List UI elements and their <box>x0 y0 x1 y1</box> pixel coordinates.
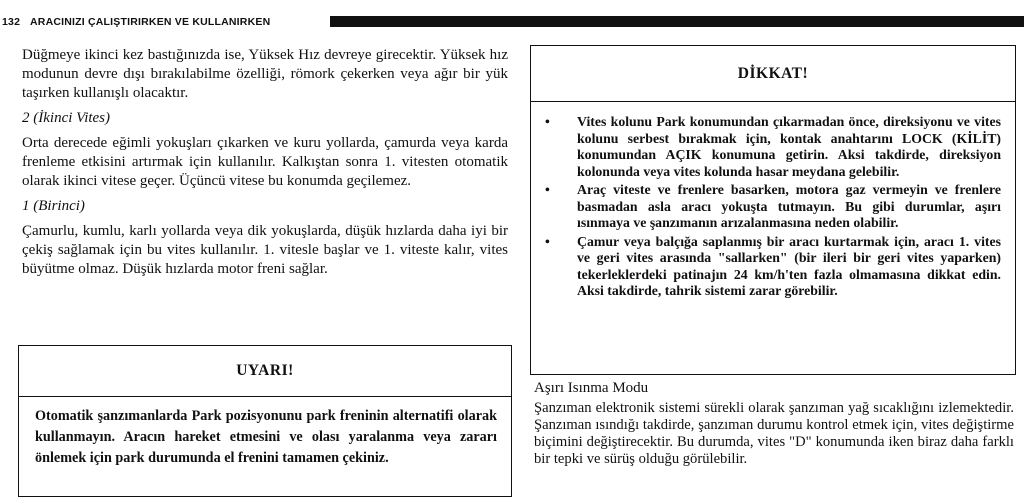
second-gear-heading: 2 (İkinci Vites) <box>22 110 111 126</box>
left-column <box>22 46 508 281</box>
intro-paragraph: Düğmeye ikinci kez bastığınızda ise, Yüksek Hız devreye girecektir. Yüksek hız modunun devre dışı bırakılabilme özelliği, römork çekerken veya ağır bir yük taşırken kullanışlı olacaktır. <box>22 47 508 101</box>
warning-box <box>18 345 512 497</box>
warning-divider <box>19 396 511 397</box>
page-header <box>0 14 1024 34</box>
caution-box <box>530 45 1016 375</box>
caution-item <box>545 234 1001 300</box>
first-gear-heading: 1 (Birinci) <box>22 198 85 214</box>
caution-item-text: Çamur veya balçığa saplanmış bir aracı kurtarmak için, aracı 1. vites ve geri vites arasında "sallarken" (bir ileri bir geri vites yaparken) tekerleklerdeki patinajın 24 km/h'ten fazla olmamasına dikkat edin. Aksi takdirde, tahrik sistemi zarar görebilir. <box>577 233 1001 298</box>
warning-title: UYARI! <box>236 362 294 379</box>
overheat-heading: Aşırı Isınma Modu <box>534 380 649 396</box>
page-number: 132 <box>2 16 21 28</box>
overheat-section <box>534 400 1014 468</box>
overheat-paragraph: Şanzıman elektronik sistemi sürekli olarak şanzıman yağ sıcaklığını izlemektedir. Şanzıman ısındığı takdirde, şanzıman durumu kontrol etmek için, vites değiştirme biçimini değiştirecektir. Bu durumda, vites "D" konumunda iken biraz daha farklı bir tepki ve sürüş olduğu görülebilir. <box>534 400 1014 467</box>
caution-item <box>545 114 1001 180</box>
caution-item <box>545 182 1001 232</box>
chapter-title: ARACINIZI ÇALIŞTIRIRKEN VE KULLANIRKEN <box>30 16 271 28</box>
caution-list <box>545 114 1001 302</box>
first-gear-paragraph: Çamurlu, kumlu, karlı yollarda veya dik yokuşlarda, düşük hızlarda daha iyi bir çekiş sağlamak için bu vites kullanılır. 1. vitesle başlar ve 1. viteste kalır, vites büyütme olmaz. Düşük hızlarda motor freni sağlar. <box>22 223 508 277</box>
header-rule <box>330 16 1024 27</box>
bullet-icon: • <box>545 114 550 129</box>
bullet-icon: • <box>545 233 550 249</box>
bullet-icon: • <box>545 182 550 197</box>
caution-item-text: Vites kolunu Park konumundan çıkarmadan önce, direksiyonu ve vites kolunu serbest bırakmak için, kontak anahtarını LOCK (KİLİT) konumundan AÇIK konumuna getirin. Aksi takdirde, direksiyon kolonunda veya vites kolunda hasar meydana gelebilir. <box>577 114 1001 179</box>
caution-item-text: Araç viteste ve frenlere basarken, motora gaz vermeyin ve frenlere basmadan asla aracı yokuşta tutmayın. Bu gibi durumlar, aşırı ısınmaya ve şanzımanın arızalanmasına neden olabilir. <box>577 182 1001 230</box>
caution-title: DİKKAT! <box>737 65 809 82</box>
warning-text: Otomatik şanzımanlarda Park pozisyonunu park freninin alternatifi olarak kullanmayın. Aracın hareket etmesini ve olası yaralanma veya zararı önlemek için park durumunda el frenini tamamen çekiniz. <box>35 408 497 466</box>
caution-divider <box>531 101 1015 102</box>
second-gear-paragraph: Orta derecede eğimli yokuşları çıkarken ve kuru yollarda, çamurda veya karda frenleme etkisini artırmak için kullanılır. Kalkıştan sonra 1. vitesten otomatik olarak ikinci vitese geçer. Üçüncü vitese bu konumda geçilemez. <box>22 135 508 189</box>
